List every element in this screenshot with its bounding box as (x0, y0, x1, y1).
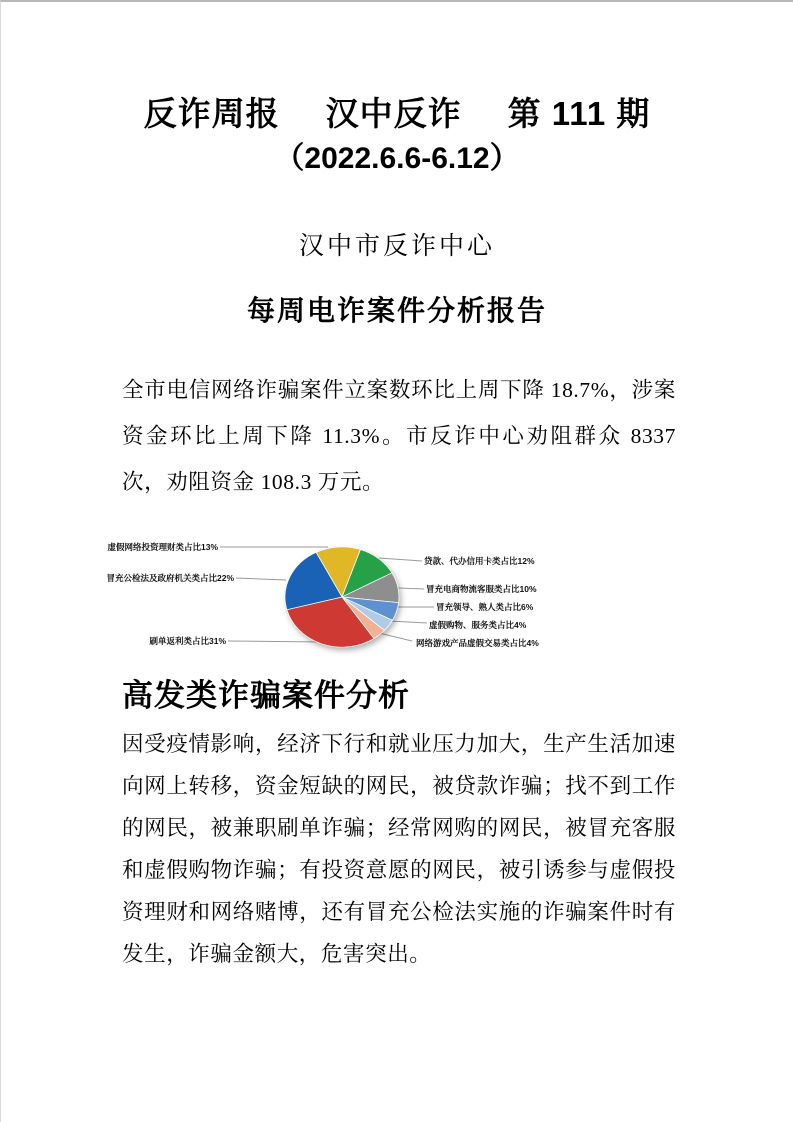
organization-name: 汉中市反诈中心 (298, 233, 495, 260)
pie-label-game-trade: 网络游戏产品虚假交易类占比4% (416, 638, 539, 648)
title-segment-brand: 汉中反诈 (325, 95, 462, 132)
title-segment-weekly: 反诈周报 (143, 95, 280, 132)
pie-label-impersonate-leader: 冒充领导、熟人类占比6% (436, 602, 534, 612)
section-heading: 高发类诈骗案件分析 (122, 678, 410, 713)
pie-chart (283, 538, 401, 656)
pie-label-fake-shopping: 虚假购物、服务类占比4% (429, 620, 527, 630)
analysis-paragraph: 因受疫情影响，经济下行和就业压力加大，生产生活加速向网上转移，资金短缺的网民，被贷款诈骗；找不到工作的网民，被兼职刷单诈骗；经常网购的网民，被冒充客服和虚假购物诈骗；有投资意愿的网民，被引诱参与虚假投资理财和网络赌博，还有冒充公检法实施的诈骗案件时有发生，诈骗金额大，危害突出。 (122, 732, 676, 966)
pie-label-impersonate-police: 冒充公检法及政府机关类占比22% (106, 573, 234, 583)
fraud-type-pie-chart (101, 533, 681, 661)
report-title: 每周电诈案件分析报告 (246, 295, 547, 326)
summary-paragraph: 全市电信网络诈骗案件立案数环比上周下降 18.7%，涉案资金环比上周下降 11.3%。市反诈中心劝阻群众 8337 次，劝阻资金 108.3 万元。 (122, 378, 676, 494)
document-title (1, 94, 793, 134)
pie-label-loan-card: 贷款、代办信用卡类占比12% (424, 556, 535, 566)
title-segment-issue: 第 111 期 (507, 95, 651, 132)
title-date-range: （2022.6.6-6.12） (274, 142, 520, 175)
pie-label-investment: 虚假网络投资理财类占比13% (107, 542, 218, 552)
pie-label-order-rebate: 刷单返利类占比31% (149, 636, 226, 646)
pie-label-ecommerce-service: 冒充电商物流客服类占比10% (426, 584, 537, 594)
